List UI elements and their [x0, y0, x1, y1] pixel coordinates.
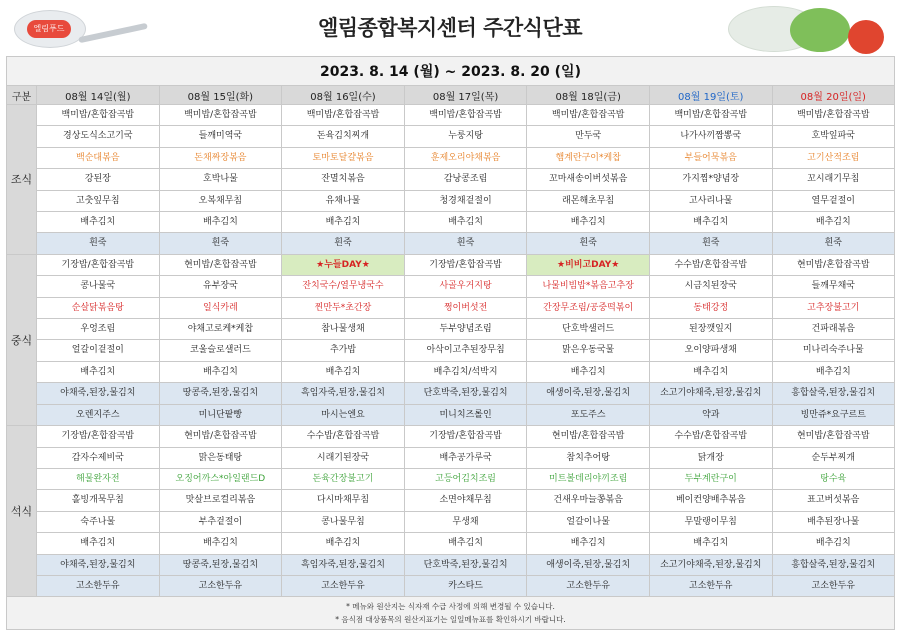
menu-cell: 강된장	[37, 169, 160, 190]
menu-cell: 만두국	[527, 126, 650, 147]
menu-cell: 배추김치	[282, 212, 405, 233]
breakfast-row	[7, 169, 895, 190]
menu-cell: 돈육간장불고기	[282, 468, 405, 489]
menu-table	[6, 56, 895, 630]
menu-cell: 흰죽	[282, 233, 405, 254]
menu-cell: 훈제오리야채볶음	[404, 147, 527, 168]
menu-cell: 단호박샐러드	[527, 319, 650, 340]
menu-cell: 고추장불고기	[772, 297, 894, 318]
menu-cell: 콩나물국	[37, 276, 160, 297]
menu-cell: 애생이죽,된장,물김치	[527, 554, 650, 575]
menu-cell: 배추김치	[159, 533, 282, 554]
menu-cell: 배추김치	[404, 533, 527, 554]
menu-cell: 배추된장나물	[772, 511, 894, 532]
menu-cell: 고사리나물	[649, 190, 772, 211]
menu-cell: 배추김치	[527, 533, 650, 554]
menu-cell: 오렌지주스	[37, 404, 160, 425]
menu-cell: 빙만쥬*요구르트	[772, 404, 894, 425]
menu-cell: ★누들DAY★	[282, 254, 405, 275]
menu-cell: 수수밥/혼합잡곡밥	[649, 426, 772, 447]
menu-cell: 표고버섯볶음	[772, 490, 894, 511]
menu-cell: 흑임자죽,된장,물김치	[282, 383, 405, 404]
menu-cell: 배추김치	[404, 212, 527, 233]
menu-cell: 시금치된장국	[649, 276, 772, 297]
menu-cell: 얼갈이겉절이	[37, 340, 160, 361]
menu-cell: 고소한두유	[37, 575, 160, 596]
menu-cell: ★비비고DAY★	[527, 254, 650, 275]
menu-cell: 참나물생채	[282, 319, 405, 340]
menu-cell: 맑은우동국물	[527, 340, 650, 361]
menu-cell: 흑임자죽,된장,물김치	[282, 554, 405, 575]
menu-cell: 경상도식소고기국	[37, 126, 160, 147]
menu-cell: 기장밥/혼합잡곡밥	[404, 426, 527, 447]
day-header-row	[7, 86, 895, 105]
page-title: 엘림종합복지센터 주간식단표	[317, 16, 583, 40]
menu-cell: 고기산적조림	[772, 147, 894, 168]
breakfast-row	[7, 105, 895, 126]
menu-cell: 청경채겉절이	[404, 190, 527, 211]
menu-cell: 부들어묵볶음	[649, 147, 772, 168]
lunch-row	[7, 383, 895, 404]
menu-cell: 열무겉절이	[772, 190, 894, 211]
menu-cell: 소고기야채죽,된장,물김치	[649, 383, 772, 404]
menu-cell: 고소한두유	[772, 575, 894, 596]
menu-cell: 우엉조림	[37, 319, 160, 340]
menu-cell: 흰죽	[404, 233, 527, 254]
menu-cell: 소고기야채죽,된장,물김치	[649, 554, 772, 575]
lunch-row	[7, 254, 895, 275]
menu-cell: 현미밥/혼합잡곡밥	[772, 254, 894, 275]
menu-cell: 흰죽	[527, 233, 650, 254]
menu-cell: 배추김치	[772, 533, 894, 554]
menu-cell: 건새우마늘쫑볶음	[527, 490, 650, 511]
day-header: 08월 17일(목)	[404, 86, 527, 105]
menu-cell: 나가사끼짬뽕국	[649, 126, 772, 147]
menu-cell: 코울슬로샐러드	[159, 340, 282, 361]
breakfast-row	[7, 233, 895, 254]
breakfast-row	[7, 190, 895, 211]
menu-cell: 유채나물	[282, 190, 405, 211]
menu-cell: 두부양념조림	[404, 319, 527, 340]
menu-cell: 고소한두유	[649, 575, 772, 596]
menu-cell: 누룽지탕	[404, 126, 527, 147]
menu-cell: 가지찜*양념장	[649, 169, 772, 190]
menu-cell: 소면야채무침	[404, 490, 527, 511]
menu-cell: 백미밥/혼합잡곡밥	[527, 105, 650, 126]
menu-cell: 돈육김치찌개	[282, 126, 405, 147]
menu-cell: 고소한두유	[159, 575, 282, 596]
dinner-row	[7, 511, 895, 532]
lunch-row	[7, 361, 895, 382]
menu-cell: 단호박죽,된장,물김치	[404, 383, 527, 404]
menu-cell: 잔치국수/열무냉국수	[282, 276, 405, 297]
lunch-row	[7, 404, 895, 425]
menu-cell: 콩나물무침	[282, 511, 405, 532]
menu-cell: 미트볼데리야끼조림	[527, 468, 650, 489]
menu-cell: 유부장국	[159, 276, 282, 297]
menu-cell: 꼬마새송이버섯볶음	[527, 169, 650, 190]
footnotes	[7, 597, 895, 630]
menu-cell: 애생이죽,된장,물김치	[527, 383, 650, 404]
menu-cell: 땅콩죽,된장,물김치	[159, 554, 282, 575]
dinner-row	[7, 533, 895, 554]
menu-cell: 배추김치	[527, 212, 650, 233]
menu-cell: 단호박죽,된장,물김치	[404, 554, 527, 575]
menu-cell: 호박잎파국	[772, 126, 894, 147]
menu-cell: 백미밥/혼합잡곡밥	[649, 105, 772, 126]
menu-cell: 야채죽,된장,물김치	[37, 383, 160, 404]
menu-cell: 부추겉절이	[159, 511, 282, 532]
menu-cell: 흰죽	[37, 233, 160, 254]
menu-cell: 고소한두유	[282, 575, 405, 596]
menu-cell: 건파래볶음	[772, 319, 894, 340]
breakfast-label: 조식	[7, 105, 37, 255]
menu-cell: 오이양파생채	[649, 340, 772, 361]
menu-cell: 기장밥/혼합잡곡밥	[404, 254, 527, 275]
menu-cell: 감낭콩조림	[404, 169, 527, 190]
menu-cell: 흰죽	[772, 233, 894, 254]
menu-cell: 현미밥/혼합잡곡밥	[159, 426, 282, 447]
menu-cell: 야채고로케*케찹	[159, 319, 282, 340]
menu-cell: 순두부찌개	[772, 447, 894, 468]
menu-cell: 백미밥/혼합잡곡밥	[159, 105, 282, 126]
menu-cell: 고소한두유	[527, 575, 650, 596]
menu-cell: 현미밥/혼합잡곡밥	[772, 426, 894, 447]
menu-cell: 잔멸치볶음	[282, 169, 405, 190]
day-header-sunday: 08월 20일(일)	[772, 86, 894, 105]
lettuce-decoration	[790, 8, 850, 52]
menu-cell: 배추김치	[772, 361, 894, 382]
dinner-row	[7, 490, 895, 511]
menu-cell: 얼갈이나물	[527, 511, 650, 532]
menu-cell: 땅콩죽,된장,물김치	[159, 383, 282, 404]
menu-cell: 오복채무침	[159, 190, 282, 211]
menu-cell: 쩡이버섯전	[404, 297, 527, 318]
menu-cell: 홀빙개묵무침	[37, 490, 160, 511]
menu-cell: 토마토달걀볶음	[282, 147, 405, 168]
menu-cell: 래몬해초무침	[527, 190, 650, 211]
menu-cell: 백미밥/혼합잡곡밥	[772, 105, 894, 126]
menu-cell: 배추김치	[527, 361, 650, 382]
menu-cell: 배추김치	[159, 212, 282, 233]
menu-cell: 배추김치	[282, 361, 405, 382]
dinner-row	[7, 575, 895, 596]
menu-cell: 기장밥/혼합잡곡밥	[37, 254, 160, 275]
menu-cell: 배추김치	[37, 533, 160, 554]
menu-cell: 일식카레	[159, 297, 282, 318]
menu-cell: 두부계란구이	[649, 468, 772, 489]
menu-cell: 들깨무채국	[772, 276, 894, 297]
menu-cell: 흰죽	[649, 233, 772, 254]
day-header: 08월 18일(금)	[527, 86, 650, 105]
menu-cell: 간장무조림/공중떡볶이	[527, 297, 650, 318]
menu-cell: 현미밥/혼합잡곡밥	[527, 426, 650, 447]
lunch-row	[7, 340, 895, 361]
menu-cell: 배추김치	[772, 212, 894, 233]
header	[0, 0, 900, 56]
menu-cell: 배추김치	[649, 361, 772, 382]
menu-cell: 베이컨양배추볶음	[649, 490, 772, 511]
menu-cell: 백미밥/혼합잡곡밥	[37, 105, 160, 126]
menu-cell: 백순대볶음	[37, 147, 160, 168]
menu-cell: 고춧잎무침	[37, 190, 160, 211]
menu-cell: 오징어까스*아일랜드D	[159, 468, 282, 489]
day-header: 08월 15일(화)	[159, 86, 282, 105]
lunch-row	[7, 319, 895, 340]
menu-cell: 순살닭볶음탕	[37, 297, 160, 318]
menu-cell: 된장깻잎지	[649, 319, 772, 340]
menu-cell: 돈채짜장볶음	[159, 147, 282, 168]
menu-cell: 무말랭이무침	[649, 511, 772, 532]
menu-cell: 배추김치	[159, 361, 282, 382]
dinner-row	[7, 554, 895, 575]
menu-cell: 현미밥/혼합잡곡밥	[159, 254, 282, 275]
dinner-row	[7, 447, 895, 468]
menu-cell: 호박나물	[159, 169, 282, 190]
menu-cell: 배추김치	[649, 533, 772, 554]
menu-cell: 햄계란구이*케찹	[527, 147, 650, 168]
menu-cell: 숙주나물	[37, 511, 160, 532]
breakfast-row	[7, 126, 895, 147]
menu-cell: 카스타드	[404, 575, 527, 596]
menu-cell: 배추공가루국	[404, 447, 527, 468]
menu-cell: 시래기된장국	[282, 447, 405, 468]
gubun-header: 구분	[7, 86, 37, 105]
menu-cell: 탕수육	[772, 468, 894, 489]
menu-cell: 맑은동태탕	[159, 447, 282, 468]
menu-cell: 수수밥/혼합잡곡밥	[282, 426, 405, 447]
menu-cell: 닭개장	[649, 447, 772, 468]
menu-cell: 감자수제비국	[37, 447, 160, 468]
breakfast-row	[7, 212, 895, 233]
menu-cell: 백미밥/혼합잡곡밥	[404, 105, 527, 126]
menu-cell: 약과	[649, 404, 772, 425]
menu-cell: 나물비빔밥*볶음고추장	[527, 276, 650, 297]
footnote: * 음식점 대상품목의 원산지표기는 일일메뉴표를 확인하시기 바랍니다.	[335, 615, 566, 625]
menu-cell: 아삭이고추된장무침	[404, 340, 527, 361]
menu-cell: 참치추어탕	[527, 447, 650, 468]
menu-cell: 맛살브로컬리볶음	[159, 490, 282, 511]
menu-cell: 꼬시래기무침	[772, 169, 894, 190]
menu-cell: 배추김치	[649, 212, 772, 233]
menu-cell: 미니치즈롤인	[404, 404, 527, 425]
menu-cell: 배추김치	[37, 361, 160, 382]
menu-cell: 포도주스	[527, 404, 650, 425]
menu-cell: 흥합살죽,된장,물김치	[772, 554, 894, 575]
dinner-row	[7, 468, 895, 489]
menu-cell: 마시는엔요	[282, 404, 405, 425]
menu-cell: 배추김치	[37, 212, 160, 233]
day-header-saturday: 08월 19일(토)	[649, 86, 772, 105]
menu-cell: 동태강정	[649, 297, 772, 318]
menu-cell: 백미밥/혼합잡곡밥	[282, 105, 405, 126]
menu-cell: 배추김치/석박지	[404, 361, 527, 382]
menu-cell: 해물완자전	[37, 468, 160, 489]
menu-cell: 기장밥/혼합잡곡밥	[37, 426, 160, 447]
lunch-row	[7, 276, 895, 297]
menu-cell: 추가밥	[282, 340, 405, 361]
menu-cell: 들깨미역국	[159, 126, 282, 147]
menu-cell: 고등어김치조림	[404, 468, 527, 489]
lunch-label: 중식	[7, 254, 37, 425]
menu-cell: 미니단팥빵	[159, 404, 282, 425]
food-decoration	[660, 2, 890, 54]
menu-cell: 배추김치	[282, 533, 405, 554]
menu-cell: 미나리숙주나물	[772, 340, 894, 361]
day-header: 08월 16일(수)	[282, 86, 405, 105]
menu-cell: 찐만두*초간장	[282, 297, 405, 318]
menu-cell: 흥합살죽,된장,물김치	[772, 383, 894, 404]
tomato-decoration	[848, 20, 884, 54]
menu-cell: 다시마채무침	[282, 490, 405, 511]
logo-text: 엘림푸드	[27, 20, 71, 38]
lunch-row	[7, 297, 895, 318]
date-range: 2023. 8. 14 (월) ~ 2023. 8. 20 (일)	[7, 57, 895, 86]
menu-cell: 흰죽	[159, 233, 282, 254]
menu-cell: 무생채	[404, 511, 527, 532]
menu-cell: 야채죽,된장,물김치	[37, 554, 160, 575]
breakfast-row	[7, 147, 895, 168]
day-header: 08월 14일(월)	[37, 86, 160, 105]
dinner-row	[7, 426, 895, 447]
dinner-label: 석식	[7, 426, 37, 597]
menu-cell: 사골우거지탕	[404, 276, 527, 297]
menu-cell: 수수밥/혼합잡곡밥	[649, 254, 772, 275]
footnote: * 메뉴와 원산지는 식자재 수급 사정에 의해 변경될 수 있습니다.	[346, 602, 555, 612]
